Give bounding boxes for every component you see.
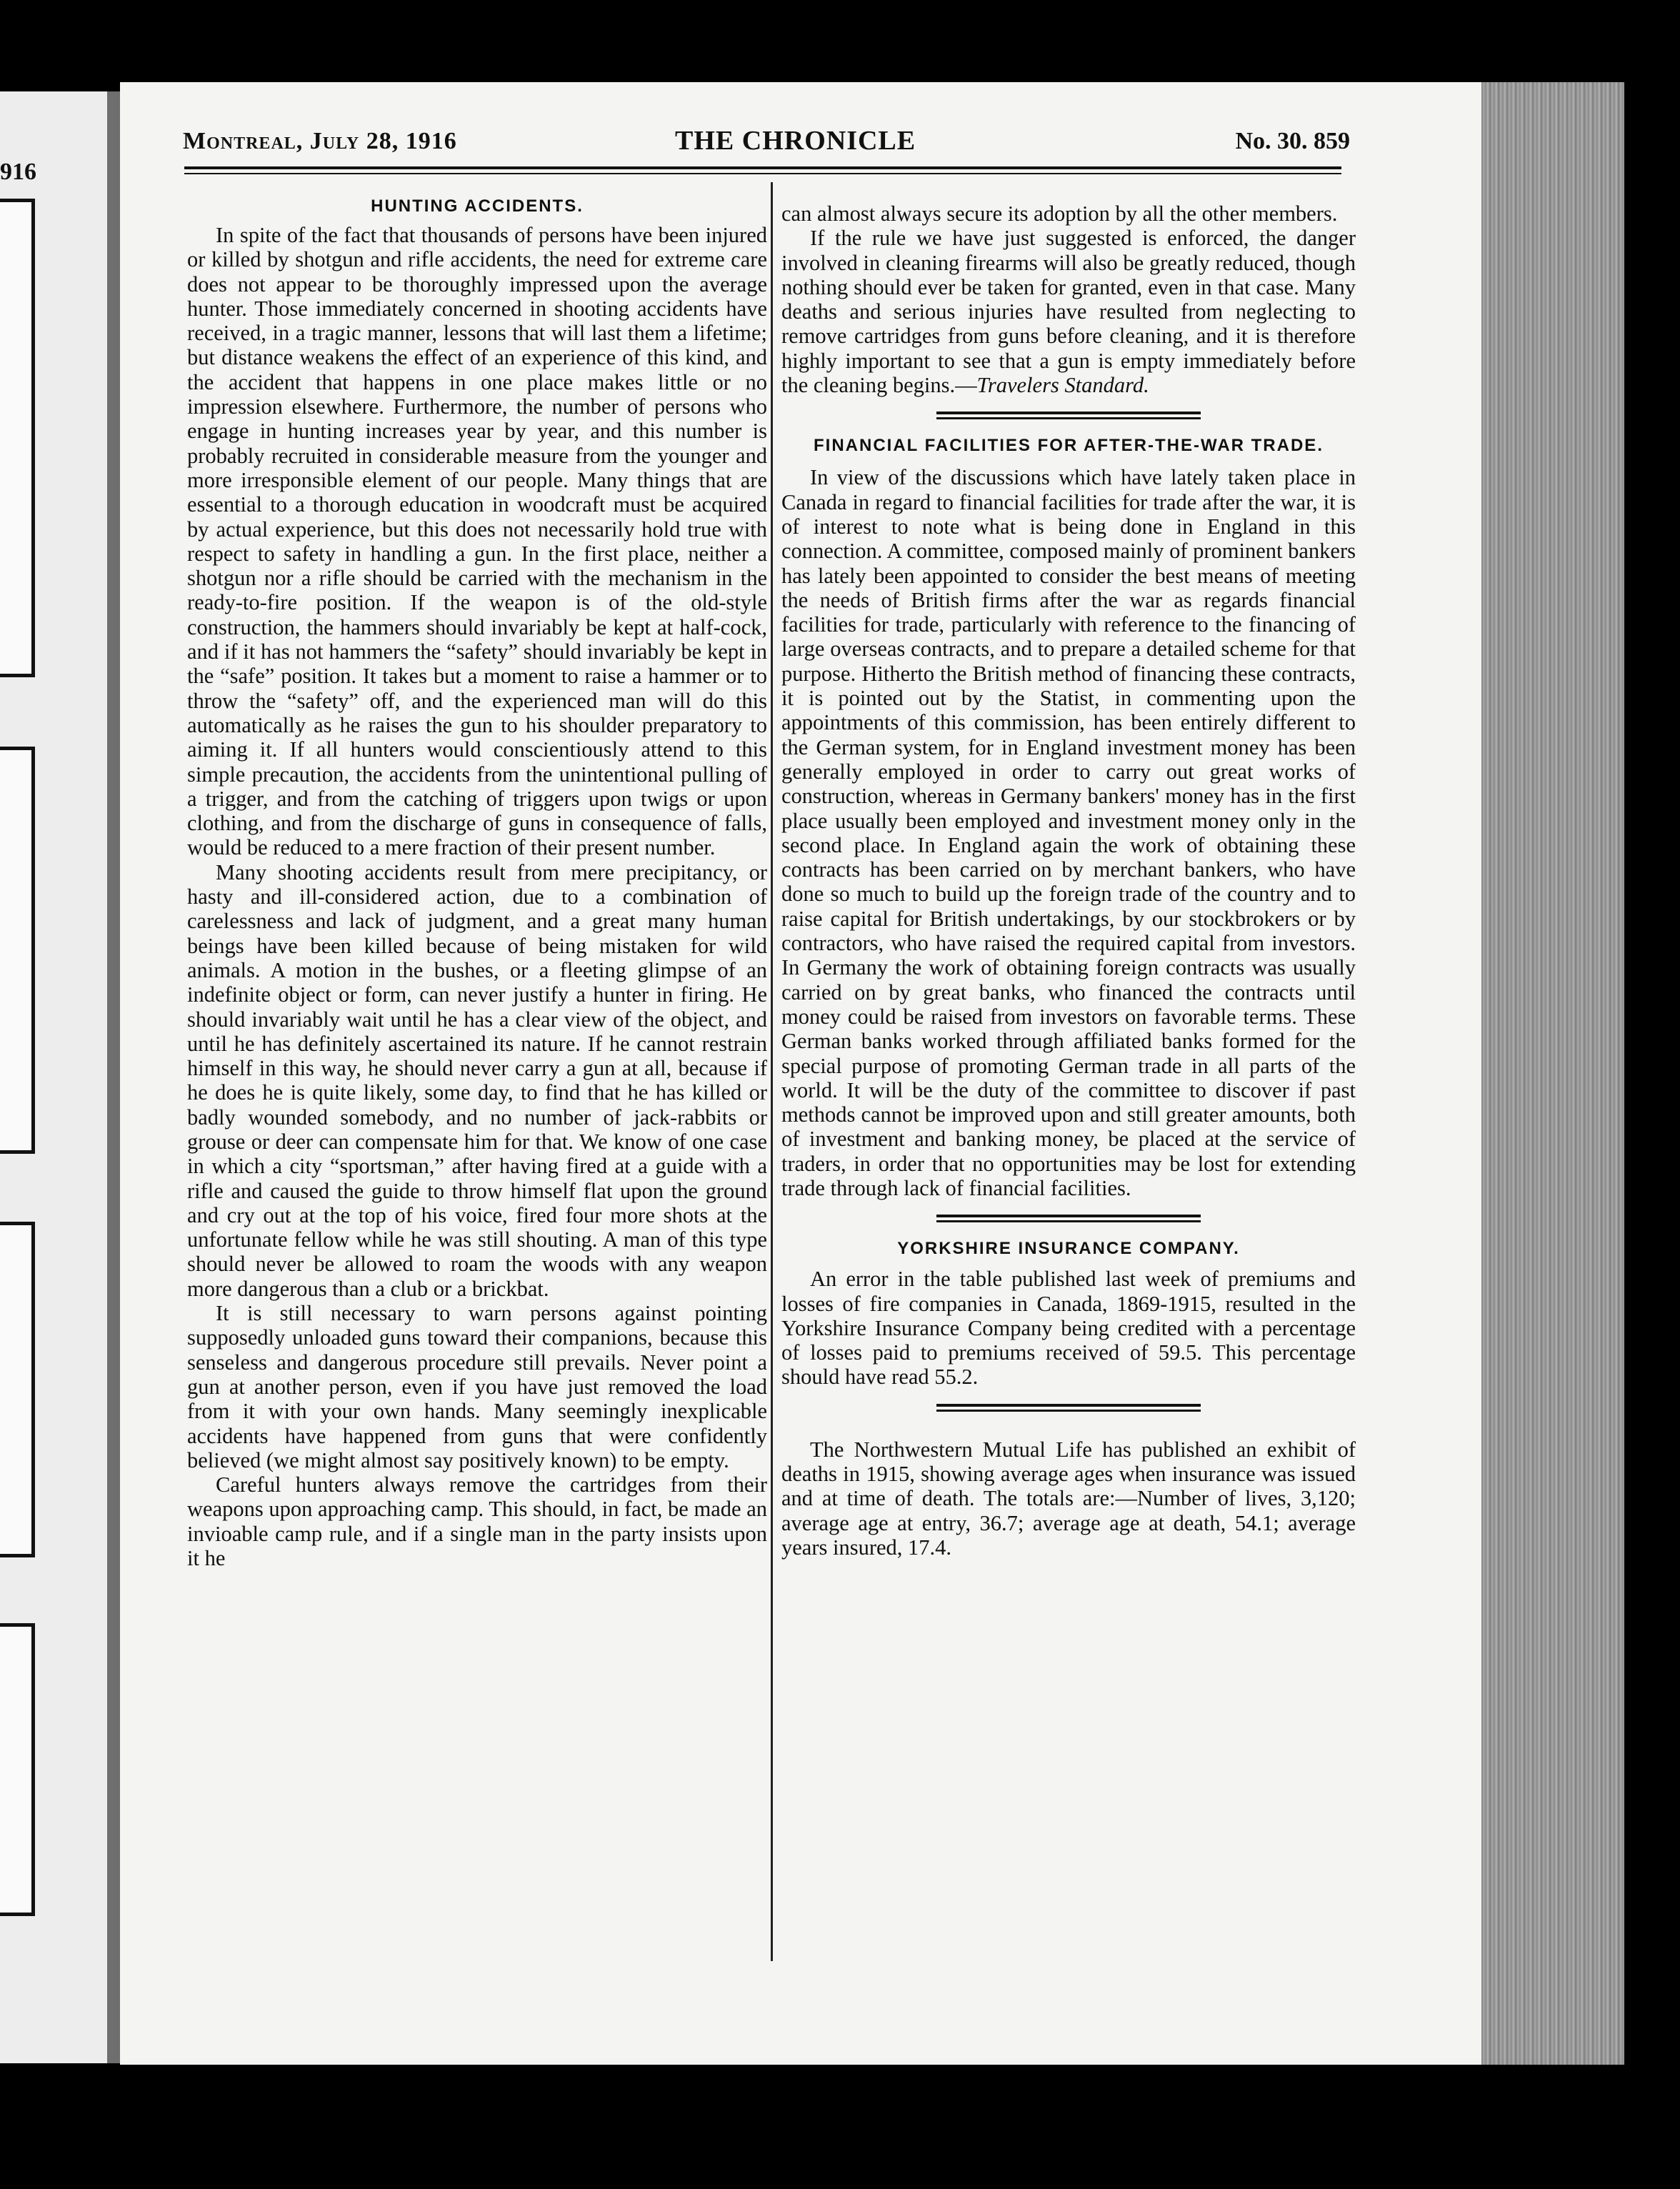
header-rule-thin [184,173,1341,174]
left-column [187,194,767,1570]
hunting-paragraph-5 [781,226,1356,397]
column-separator [771,182,773,1961]
northwestern-paragraph-1: The Northwestern Mutual Life has published an exhibit of deaths in 1915, showing average ages when insurance was issued and at time of death. The totals are:—Number of lives, 3,120; average age at entry, 36.7; average age at death, 54.1; average years insured, 17.4. [781,1437,1356,1560]
hunting-continuation: can almost always secure its adoption by all the other members. [781,201,1338,226]
hunting-paragraph-4: Careful hunters always remove the cartridges from their weapons upon approaching camp. This should, in fact, be made an invioable camp rule, and if a single man in the party insists upon it he [187,1472,767,1571]
previous-page-ad-box [0,1222,35,1557]
hunting-paragraph-2: Many shooting accidents result from mere precipitancy, or hasty and ill-considered action, due to a combination of carelessness and lack of judgment, and a great many human beings have been killed because of being mistaken for wild animals. A motion in the bushes, or a fleeting glimpse of an indefinite object or form, can never justify a hunter in firing. He should invariably wait until he has a clear view of the object, and until he has definitely ascertained its nature. If he cannot restrain himself in this way, he should never carry a gun at all, because if he does he is quite likely, some day, to find that he has killed or badly wounded somebody, and no number of jack-rabbits or grouse or deer can compensate him for that. We know of one case in which a city “sportsman,” after having fired at a guide with a rifle and caused the guide to throw himself flat upon the ground and cry out at the top of his voice, fired four more shots at the unfortunate fellow while he was still shouting. A man of this type should never be allowed to roam the woods with any weapon more dangerous than a club or a brickbat. [187,859,767,1301]
yorkshire-paragraph-1: An error in the table published last week of premiums and losses of fire companies in Canada, 1869-1915, resulted in the Yorkshire Insurance Company being credited with a percentage of losses paid to premiums received of 59.5. This percentage should have read 55.2. [781,1267,1356,1390]
hunting-paragraph-3: It is still necessary to warn persons against pointing supposedly unloaded guns toward their companions, because this senseless and dangerous procedure still prevails. Never point a gun at another person, even if you have just removed the load from it with your own hands. Many seemingly inexplicable accidents have happened from guns that were confidently believed (we might almost say positively known) to be empty. [187,1301,767,1472]
right-column [781,201,1356,1560]
header-place-date: Montreal, July 28, 1916 [183,128,457,154]
article-heading-yorkshire-insurance: YORKSHIRE INSURANCE COMPANY. [897,1239,1240,1259]
financial-paragraph-1: In view of the discussions which have lately taken place in Canada in regard to financial facilities for trade after the war, it is of interest to note what is being done in England in this connection. A committee, composed mainly of prominent bankers has lately been appointed to consider the best means of meeting the needs of British firms after the war as regards financial facilities for trade, particularly with reference to the financing of large overseas contracts, and to prepare a detailed scheme for that purpose. Hitherto the British method of financing these contracts, it is pointed out by the Statist, in commenting upon the appointments of this commission, has been entirely different to the German system, for in England investment money has been generally employed in order to carry out great works of construction, whereas in Germany bankers' money has in the first place usually been employed and investment money only in the second place. In England again the work of obtaining these contracts has been carried on by merchant bankers, who have done so much to build up the foreign trade of the country and to raise capital for British undertakings, by our stockbrokers or by contractors, who have raised the required capital from investors. In Germany the work of obtaining foreign contracts was usually carried on by great banks, who financed the contracts until money could be raised from investors on favorable terms. These German banks worked through affiliated banks formed for the special purpose of promoting German trade in all parts of the world. It will be the duty of the committee to discover if past methods cannot be improved upon and still greater amounts, both of investment and banking money, be placed at the service of traders, in order that no opportunities may be lost for extending trade through lack of financial facilities. [781,465,1356,1200]
book-gutter [107,91,121,2063]
header-rule [184,166,1341,169]
previous-page-ad-box [0,199,35,677]
running-header [179,125,1350,161]
hunting-paragraph-1: In spite of the fact that thousands of persons have been injured or killed by shotgun and rifle accidents, the need for extreme care does not appear to be thoroughly impressed upon the average hunter. Those immediately concerned in shooting accidents have received, in a tragic manner, lessons that will last them a lifetime; but distance weakens the effect of an experience of this kind, and the accident that happens in one place makes little or no impression elsewhere. Furthermore, the number of persons who engage in hunting increases year by year, and this number is probably recruited in considerable measure from the younger and more irresponsible element of our people. Many things that are essential to a thorough education in woodcraft must be acquired by actual experience, but this does not necessarily hold true with respect to safety in handling a gun. In the first place, neither a shotgun nor a rifle should be carried with the mechanism in the ready-to-fire position. If the weapon is of the old-style construction, the hammers should invariably be kept at half-cock, and if it has not hammers the “safety” should invariably be kept in the “safe” position. It takes but a moment to raise a hammer or to throw the “safety” off, and the experienced man will do this automatically as he raises the gun to his shoulder preparatory to aiming it. If all hunters would conscientiously attend to this simple precaution, the accidents from the unintentional pulling of a trigger, and from the catching of triggers upon twigs or upon clothing, and from the discharge of guns in consequence of falls, would be reduced to a mere fraction of their present number. [187,223,767,860]
article-heading-financial-facilities: FINANCIAL FACILITIES FOR AFTER-THE-WAR TRADE. [814,436,1324,456]
previous-page-ad-box [0,1623,35,1916]
previous-page-folio: 916 [0,159,36,185]
section-divider [936,1404,1201,1412]
page-block-edges [1481,82,1624,2065]
header-publication-title: THE CHRONICLE [675,126,916,156]
section-divider [936,412,1201,419]
article-heading-hunting-accidents: HUNTING ACCIDENTS. [371,196,584,216]
section-divider [936,1215,1201,1222]
previous-page-ad-box [0,747,35,1154]
hunting-paragraph-5-text: If the rule we have just suggested is enforced, the danger involved in cleaning firearms will also be greatly reduced, though nothing should ever be taken for granted, even in that case. Many deaths and serious injuries have resulted from neglecting to remove cartridges from guns before cleaning, and it is therefore highly important to see that a gun is empty immediately before the cleaning begins.— [781,226,1356,398]
header-issue-page-number: No. 30. 859 [1235,128,1350,154]
hunting-source-credit: Travelers Standard. [976,373,1149,398]
